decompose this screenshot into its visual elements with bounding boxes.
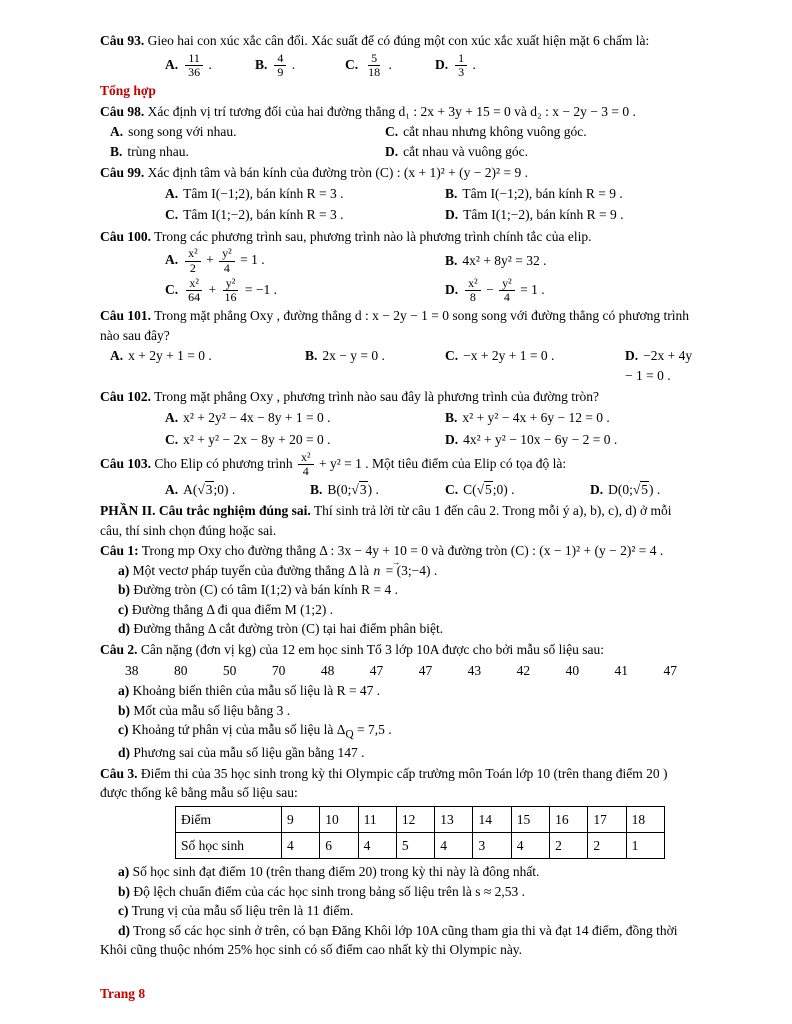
option-letter: B. — [445, 185, 458, 201]
question-98-label: Câu 98. — [100, 103, 145, 119]
item-letter: a) — [118, 683, 130, 699]
item-text: Đường thẳng Δ cắt đường tròn (C) tại hai điểm phân biệt. — [133, 621, 444, 637]
q1-item-d — [100, 619, 696, 639]
question-99 — [100, 163, 696, 183]
option-letter: B. — [445, 410, 458, 425]
weight-data-row — [125, 661, 677, 681]
option-text: Tâm I(1;−2), bán kính R = 3 . — [183, 207, 344, 223]
option-text: Tâm I(−1;2), bán kính R = 9 . — [462, 185, 623, 201]
question-102-text: Trong mặt phẳng Oxy , phương trình nào sau đây là phương trình của đường tròn? — [154, 389, 599, 405]
data-value: 80 — [173, 662, 188, 678]
question-ts3-text: Điểm thi của 35 học sinh trong kỳ thi Olympic cấp trường môn Toán lớp 10 (trên thang điểm 20 ) được thống kê bằng mẫu số liệu sau: — [100, 765, 668, 801]
item-letter: c) — [118, 722, 129, 738]
option-letter: C. — [345, 57, 359, 73]
q101-option-a — [110, 346, 305, 385]
item-letter: a) — [118, 863, 130, 879]
q1-item-c — [100, 600, 696, 620]
q100-option-a — [165, 247, 445, 274]
q2-item-a — [100, 681, 696, 701]
q100-option-c — [165, 277, 445, 304]
question-93-options — [100, 52, 696, 79]
table-cell: 2 — [588, 832, 626, 858]
table-cell: 2 — [550, 832, 588, 858]
part2-heading — [100, 501, 696, 540]
item-letter: c) — [118, 903, 129, 919]
page-number: Trang 8 — [100, 986, 146, 1002]
question-100-options — [100, 247, 696, 304]
table-cell: 1 — [626, 832, 664, 858]
option-letter: A. — [165, 252, 179, 268]
table-cell: 3 — [473, 832, 511, 858]
question-99-label: Câu 99. — [100, 165, 145, 181]
q101-option-b — [305, 346, 445, 385]
option-letter: D. — [590, 481, 604, 497]
question-101 — [100, 306, 696, 345]
option-text: x² + y² − 2x − 8y + 20 = 0 . — [183, 431, 331, 447]
q103-option-c — [445, 480, 590, 500]
option-letter: C. — [445, 481, 459, 497]
option-letter: A. — [165, 57, 179, 73]
item-text: Khoảng tứ phân vị của mẫu số liệu là $\Delta_Q = 7,5$ . — [131, 722, 392, 741]
q3-item-b — [100, 882, 696, 902]
q103-option-b — [310, 480, 445, 500]
table-cell: 17 — [588, 806, 626, 832]
data-value: 47 — [418, 662, 433, 678]
page-content — [100, 30, 696, 960]
item-letter: d) — [118, 922, 131, 938]
option-text: $\frac{\text{x²}}{2}$ + $\frac{\text{y²}}{4}$ = 1 . — [183, 252, 264, 267]
question-99-text: Xác định tâm và bán kính của đường tròn (C) : (x + 1)² + (y − 2)² = 9 . — [147, 165, 528, 181]
option-letter: A. — [165, 481, 179, 497]
q100-option-d — [445, 277, 696, 304]
q93-option-d — [435, 52, 525, 79]
table-header-cell: Số học sinh — [176, 832, 282, 858]
q3-item-c — [100, 901, 696, 921]
option-letter: A. — [110, 124, 124, 140]
score-frequency-table — [175, 806, 665, 859]
table-cell: 18 — [626, 806, 664, 832]
option-letter: B. — [310, 481, 323, 497]
q102-option-a — [165, 408, 445, 428]
q100-option-b — [445, 251, 696, 271]
option-letter: B. — [445, 253, 458, 269]
option-text: x² + y² − 4x + 6y − 12 = 0 . — [462, 410, 610, 425]
q103-option-d — [590, 480, 696, 500]
q99-option-c — [165, 205, 445, 225]
q2-item-d — [100, 743, 696, 763]
data-value: 40 — [565, 662, 580, 678]
item-text: Độ lệch chuẩn điểm của các học sinh trong bảng số liệu trên là s ≈ 2,53 . — [133, 883, 526, 899]
question-100-text: Trong các phương trình sau, phương trình nào là phương trình chính tắc của elip. — [154, 228, 592, 244]
data-value: 50 — [222, 662, 237, 678]
option-letter: D. — [445, 281, 459, 297]
table-cell: 6 — [320, 832, 358, 858]
option-letter: C. — [165, 431, 179, 447]
table-cell: 10 — [320, 806, 358, 832]
option-text: $\frac{4}{9}$ . — [272, 52, 295, 79]
item-letter: c) — [118, 601, 129, 617]
question-98 — [100, 102, 696, 122]
question-101-options — [100, 346, 696, 385]
option-text: A(√3;0) . — [183, 481, 236, 497]
item-text: Trong số các học sinh ở trên, có bạn Đăng Khôi lớp 10A cũng tham gia thi và đạt 14 điểm, đồng thời Khôi cũng thuộc nhóm 25% học sinh có số điểm cao nhất kỳ thi Olympic này. — [100, 922, 678, 958]
option-letter: C. — [165, 207, 179, 223]
option-letter: B. — [110, 143, 123, 159]
option-letter: D. — [445, 207, 459, 223]
q98-option-b — [110, 142, 385, 162]
option-letter: A. — [165, 185, 179, 201]
question-100-label: Câu 100. — [100, 228, 152, 244]
option-letter: D. — [435, 57, 449, 73]
data-value: 70 — [271, 662, 286, 678]
q98-option-a — [110, 122, 385, 142]
table-cell: 9 — [282, 806, 320, 832]
table-cell: 16 — [550, 806, 588, 832]
q103-option-a — [165, 480, 310, 500]
q102-option-c — [165, 430, 445, 450]
table-cell: 12 — [396, 806, 434, 832]
option-letter: A. — [165, 410, 179, 425]
option-text: 2x − y = 0 . — [322, 348, 385, 364]
question-ts2 — [100, 640, 696, 660]
option-text: x² + 2y² − 4x − 8y + 1 = 0 . — [183, 410, 331, 425]
question-ts3 — [100, 764, 696, 803]
question-93-label: Câu 93. — [100, 33, 145, 48]
question-103-label: Câu 103. — [100, 455, 152, 471]
option-text: trùng nhau. — [127, 143, 189, 159]
question-ts1-label: Câu 1: — [100, 543, 139, 559]
option-text: Tâm I(−1;2), bán kính R = 3 . — [183, 185, 344, 201]
item-letter: b) — [118, 582, 131, 598]
question-ts2-label: Câu 2. — [100, 642, 138, 657]
q3-item-d — [100, 921, 696, 960]
option-letter: C. — [445, 348, 459, 364]
table-cell: 14 — [473, 806, 511, 832]
option-letter: D. — [445, 431, 459, 447]
table-cell: 4 — [282, 832, 320, 858]
question-100 — [100, 227, 696, 247]
data-value: 38 — [125, 662, 139, 678]
question-101-text: Trong mặt phẳng Oxy , đường thẳng d : x − 2y − 1 = 0 song song với đường thẳng có phương trình nào sau đây? — [100, 308, 689, 343]
q102-option-b — [445, 408, 696, 428]
option-text: Tâm I(1;−2), bán kính R = 9 . — [463, 207, 624, 223]
q1-item-a — [100, 561, 696, 581]
question-101-label: Câu 101. — [100, 308, 152, 324]
item-text: Đường tròn (C) có tâm I(1;2) và bán kính R = 4 . — [133, 582, 399, 598]
item-letter: b) — [118, 883, 131, 899]
question-93-text: Gieo hai con xúc xắc cân đối. Xác suất để có đúng một con xúc xắc xuất hiện mặt 6 chấm là: — [147, 33, 650, 48]
item-letter: a) — [118, 562, 130, 578]
question-103-text: Cho Elip có phương trình $\frac{\text{x²}}{4}$ + y² = 1 . Một tiêu điểm của Elip có tọa độ là: — [154, 450, 567, 479]
option-text: $\frac{11}{36}$ . — [183, 52, 212, 79]
data-value: 48 — [320, 662, 335, 678]
data-value: 42 — [516, 662, 531, 678]
option-letter: D. — [625, 348, 639, 364]
option-text: cắt nhau và vuông góc. — [403, 143, 528, 159]
item-text: Một vectơ pháp tuyến của đường thẳng Δ là → n = (3;−4) . — [133, 563, 438, 578]
q3-item-a — [100, 862, 696, 882]
option-letter: B. — [255, 57, 268, 73]
option-letter: A. — [110, 348, 124, 364]
section-heading: Tổng hợp — [100, 82, 156, 98]
option-text: C(√5;0) . — [463, 481, 515, 497]
item-letter: b) — [118, 702, 131, 718]
option-text: song song với nhau. — [128, 124, 237, 140]
question-ts2-text: Cân nặng (đơn vị kg) của 12 em học sinh Tổ 3 lớp 10A được cho bởi mẫu số liệu sau: — [140, 642, 604, 657]
data-value: 47 — [369, 662, 384, 678]
option-text: $\frac{\text{x²}}{64}$ + $\frac{\text{y²}}{16}$ = −1 . — [188, 275, 277, 304]
option-letter: B. — [305, 348, 318, 364]
table-header-cell: Điểm — [176, 806, 282, 832]
q102-option-d — [445, 430, 696, 450]
q2-item-c — [100, 720, 696, 743]
q99-option-b — [445, 184, 696, 204]
question-98-options — [100, 122, 696, 161]
q93-option-a — [165, 52, 255, 79]
question-102-label: Câu 102. — [100, 389, 152, 405]
option-text: B(0;√3) . — [327, 481, 379, 497]
option-text: 4x² + y² − 10x − 6y − 2 = 0 . — [463, 431, 618, 447]
data-value: 41 — [614, 662, 629, 678]
option-letter: D. — [385, 143, 399, 159]
item-text: Khoảng biến thiên của mẫu số liệu là R = 47 . — [132, 683, 381, 699]
option-text: $\frac{1}{3}$ . — [453, 52, 476, 79]
table-cell: 11 — [358, 806, 396, 832]
table-row — [176, 832, 665, 858]
table-cell: 4 — [358, 832, 396, 858]
question-103 — [100, 451, 696, 478]
table-cell: 4 — [511, 832, 549, 858]
question-102 — [100, 387, 696, 407]
data-value: 43 — [467, 662, 482, 678]
option-text: −2x + 4y − 1 = 0 . — [625, 348, 693, 383]
item-text: Mốt của mẫu số liệu bằng 3 . — [133, 702, 291, 718]
item-letter: d) — [118, 745, 131, 761]
option-text: $\frac{5}{18}$ . — [368, 50, 392, 79]
option-text: x + 2y + 1 = 0 . — [128, 348, 212, 364]
question-ts3-label: Câu 3. — [100, 765, 138, 781]
q98-option-d — [385, 142, 696, 162]
option-letter: C. — [165, 281, 179, 297]
table-cell: 5 — [396, 832, 434, 858]
q101-option-d — [625, 346, 696, 385]
q101-option-c — [445, 346, 625, 385]
question-98-text: Xác định vị trí tương đối của hai đường thẳng d₁ : 2x + 3y + 15 = 0 và d₂ : x − 2y − 3 = 0 . — [147, 103, 636, 119]
item-text: Phương sai của mẫu số liệu gần bằng 147 . — [133, 745, 365, 761]
item-letter: d) — [118, 621, 131, 637]
table-cell: 15 — [511, 806, 549, 832]
data-value: 47 — [663, 662, 677, 678]
item-text: Số học sinh đạt điểm 10 (trên thang điểm 20) trong kỳ thi này là đông nhất. — [132, 863, 540, 879]
question-93 — [100, 31, 696, 51]
option-text: −x + 2y + 1 = 0 . — [463, 348, 555, 364]
table-row — [176, 806, 665, 832]
q98-option-c — [385, 122, 696, 142]
q99-option-d — [445, 205, 696, 225]
part2-description: Thí sinh trả lời từ câu 1 đến câu 2. Trong mỗi ý a), b), c), d) ở mỗi câu, thí sinh chọn đúng hoặc sai. — [100, 503, 672, 538]
question-ts1-text: Trong mp Oxy cho đường thẳng Δ : 3x − 4y + 10 = 0 và đường tròn (C) : (x − 1)² + (y − 2)² = 4 . — [141, 543, 664, 559]
question-99-options — [100, 184, 696, 225]
question-103-options — [100, 480, 696, 500]
q2-item-b — [100, 701, 696, 721]
q93-option-c — [345, 52, 435, 79]
item-text: Trung vị của mẫu số liệu trên là 11 điểm. — [131, 903, 354, 919]
item-text: Đường thẳng Δ đi qua điểm M (1;2) . — [131, 601, 334, 617]
option-text: $\frac{\text{x²}}{8}$ − $\frac{\text{y²}}{4}$ = 1 . — [463, 282, 544, 297]
option-text: cắt nhau nhưng không vuông góc. — [403, 124, 587, 140]
table-cell: 4 — [435, 832, 473, 858]
option-letter: C. — [385, 124, 399, 140]
q99-option-a — [165, 184, 445, 204]
q93-option-b — [255, 52, 345, 79]
part2-title: PHẦN II. Câu trắc nghiệm đúng sai. — [100, 503, 311, 519]
option-text: 4x² + 8y² = 32 . — [462, 253, 547, 269]
q1-item-b — [100, 580, 696, 600]
table-cell: 13 — [435, 806, 473, 832]
option-text: D(0;√5) . — [608, 481, 661, 497]
question-102-options — [100, 408, 696, 449]
